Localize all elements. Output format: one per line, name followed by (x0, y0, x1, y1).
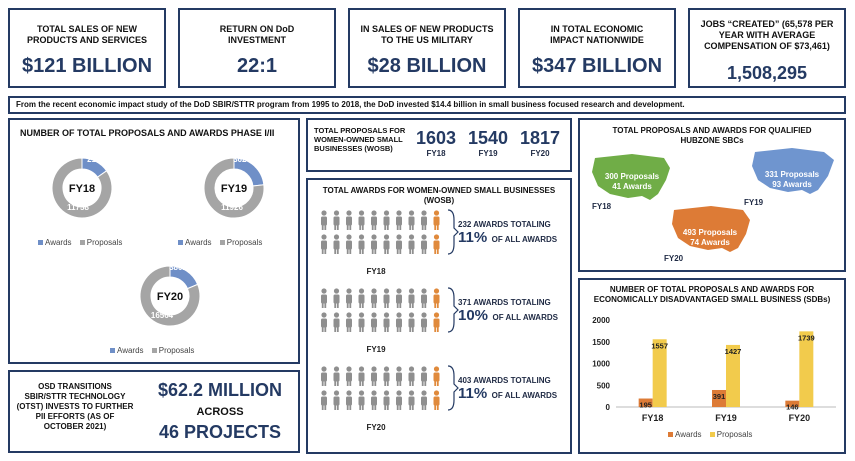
person-icon-leg (322, 224, 324, 230)
legend-swatch-proposals (152, 348, 157, 353)
person-icon-leg (334, 224, 336, 230)
person-icon (334, 210, 339, 215)
person-icon-leg (322, 380, 324, 386)
bar-value-label: 195 (639, 400, 652, 410)
person-icon (346, 390, 351, 395)
phase-panel (8, 118, 300, 364)
person-icon (371, 312, 376, 317)
legend-swatch-awards (668, 432, 673, 437)
legend-swatch-awards (38, 240, 43, 245)
hub-fy18-proposals: 300 Proposals (604, 172, 660, 181)
person-icon (334, 390, 339, 395)
wosb-fy20 (518, 128, 562, 158)
person-icon-leg (437, 380, 439, 386)
person-icon (421, 210, 426, 215)
person-icon-leg (399, 248, 401, 254)
person-icon (396, 366, 401, 371)
person-icon-leg (384, 404, 386, 410)
wosb-row-fy18-pct: 11% (458, 229, 488, 246)
person-icon-leg (359, 302, 361, 308)
person-icon-leg (387, 404, 389, 410)
person-icon-leg (412, 248, 414, 254)
donut-proposals-value: 11758 (67, 203, 89, 212)
donut-awards-value: 3802 (169, 263, 187, 272)
person-icon (359, 210, 364, 215)
y-tick-label: 1000 (592, 359, 610, 369)
person-icon-leg (437, 224, 439, 230)
person-icon (321, 312, 326, 317)
hub-fy20-label (674, 228, 746, 248)
wosb-row-fy19-pct: 10% (458, 307, 489, 324)
person-icon-leg (337, 380, 339, 386)
person-icon-leg (362, 248, 364, 254)
person-icon-leg (409, 326, 411, 332)
person-icon (409, 312, 414, 317)
person-icon-leg (384, 224, 386, 230)
person-icon-leg (387, 380, 389, 386)
person-icon-leg (397, 326, 399, 332)
person-icon-leg (434, 224, 436, 230)
sdb-panel (578, 278, 846, 454)
person-icon (384, 210, 389, 215)
person-icon-leg (384, 380, 386, 386)
person-icon-leg (409, 302, 411, 308)
person-icon-leg (359, 326, 361, 332)
person-icon (346, 234, 351, 239)
phase-panel-title: NUMBER OF TOTAL PROPOSALS AND AWARDS PHASE I/II (20, 128, 275, 138)
legend-swatch-awards (110, 348, 115, 353)
person-icon-leg (324, 404, 326, 410)
person-icon-leg (349, 380, 351, 386)
legend-swatch-proposals (220, 240, 225, 245)
person-icon-leg (347, 248, 349, 254)
person-icon (396, 234, 401, 239)
hub-fy18-year: FY18 (592, 202, 612, 211)
person-icon-leg (334, 248, 336, 254)
hub-fy20-awards: 74 Awards (690, 238, 730, 247)
person-icon-leg (387, 326, 389, 332)
wosb-row-fy19-pct-line (458, 307, 568, 325)
person-icon-leg (322, 404, 324, 410)
person-icon-leg (374, 302, 376, 308)
person-icon (396, 288, 401, 293)
wosb-row-fy19-of: OF ALL AWARDS (492, 313, 558, 322)
stat-card-military (348, 8, 506, 88)
person-icon-leg (337, 326, 339, 332)
person-icon (421, 312, 426, 317)
person-icon-leg (349, 248, 351, 254)
wosb-year-label: FY18 (366, 267, 386, 276)
legend-awards: Awards (117, 346, 144, 355)
person-icon (359, 366, 364, 371)
person-icon-leg (372, 404, 374, 410)
person-icon-leg (349, 224, 351, 230)
hub-fy18-awards: 41 Awards (612, 182, 652, 191)
person-icon-leg (424, 326, 426, 332)
person-icon-leg (349, 404, 351, 410)
hub-fy20-year: FY20 (664, 254, 684, 263)
person-icon-leg (397, 380, 399, 386)
donut-awards-value: 2124 (87, 155, 105, 164)
person-icon-leg (399, 224, 401, 230)
person-icon (346, 366, 351, 371)
brace-icon (448, 366, 458, 410)
legend-awards: Awards (185, 238, 212, 247)
otst-projects: 46 PROJECTS (158, 422, 282, 442)
person-icon (396, 210, 401, 215)
stat-label: IN SALES OF NEW PRODUCTS TO THE US MILITARY (360, 24, 494, 45)
brace-icon (448, 288, 458, 332)
stat-value: $28 BILLION (367, 55, 487, 77)
person-icon (384, 366, 389, 371)
person-icon-leg (372, 224, 374, 230)
donut-center-label: FY20 (156, 291, 184, 303)
legend-proposals: Proposals (226, 238, 263, 247)
stat-label: JOBS “CREATED” (65,578 PER YEAR WITH AVERAGE COMPENSATION OF $73,461) (700, 19, 834, 51)
banner-text: From the recent economic impact study of the DoD SBIR/STTR program from 1995 to 2018, the DoD invested $14.4 billion in small business focused research and development. (16, 100, 685, 109)
bar-value-label: 146 (786, 402, 799, 412)
person-icon (409, 366, 414, 371)
stat-label: IN TOTAL ECONOMIC IMPACT NATIONWIDE (550, 24, 644, 45)
person-icon (321, 366, 326, 371)
person-icon-leg (434, 302, 436, 308)
donut-legend-fy18 (38, 238, 122, 247)
otst-amount: $62.2 MILLION (157, 380, 283, 400)
person-icon-leg (412, 302, 414, 308)
person-icon-leg (422, 326, 424, 332)
wosb-row-fy18-text (458, 220, 568, 247)
person-icon-leg (362, 404, 364, 410)
person-icon-leg (372, 248, 374, 254)
person-icon-leg (359, 224, 361, 230)
person-icon-leg (334, 380, 336, 386)
wosb-fy19 (466, 128, 510, 158)
person-icon-leg (434, 326, 436, 332)
person-icon (434, 390, 439, 395)
wosb-row-fy19-text (458, 298, 568, 325)
hub-fy18-label (596, 172, 668, 192)
person-icon-leg (409, 404, 411, 410)
stat-label: TOTAL SALES OF NEW PRODUCTS AND SERVICES (26, 24, 148, 45)
wosb-proposals-label: TOTAL PROPOSALS FOR WOMEN-OWNED SMALL BUSINESSES (WOSB) (314, 126, 406, 153)
stat-value: 22:1 (236, 55, 278, 77)
person-icon-leg (324, 248, 326, 254)
person-icon (434, 234, 439, 239)
person-icon-leg (387, 248, 389, 254)
person-icon (434, 366, 439, 371)
person-icon-leg (374, 224, 376, 230)
wosb-row-fy20-text (458, 376, 568, 403)
person-icon (396, 312, 401, 317)
person-icon-leg (399, 404, 401, 410)
y-tick-label: 1500 (592, 337, 610, 347)
person-icon-leg (322, 248, 324, 254)
person-icon-leg (347, 404, 349, 410)
legend-swatch-proposals (80, 240, 85, 245)
x-tick-label: FY18 (641, 413, 664, 423)
wosb-row-fy20-count: 403 AWARDS TOTALING (458, 376, 551, 385)
person-icon-leg (424, 404, 426, 410)
legend-awards: Awards (675, 430, 702, 439)
person-icon-leg (422, 248, 424, 254)
wosb-row-fy19-count: 371 AWARDS TOTALING (458, 298, 551, 307)
x-tick-label: FY20 (788, 413, 811, 423)
wosb-awards-panel (306, 178, 572, 454)
stat-value: $347 BILLION (531, 55, 663, 77)
person-icon-leg (334, 326, 336, 332)
wosb-proposals-panel (306, 118, 572, 172)
stat-label: RETURN ON DoD INVESTMENT (219, 24, 295, 45)
person-icon-leg (347, 380, 349, 386)
person-icon (434, 288, 439, 293)
hub-fy19-label (756, 170, 828, 190)
person-icon (334, 366, 339, 371)
person-icon (434, 312, 439, 317)
donut-legend-fy19 (178, 238, 262, 247)
person-icon-leg (387, 224, 389, 230)
y-tick-label: 2000 (592, 316, 610, 325)
person-icon-leg (337, 404, 339, 410)
person-icon-leg (424, 380, 426, 386)
person-icon-leg (374, 326, 376, 332)
wosb-fy20-value: 1817 (519, 128, 561, 148)
person-icon-leg (362, 224, 364, 230)
person-icon (359, 312, 364, 317)
person-icon-leg (409, 248, 411, 254)
hub-fy19-year: FY19 (744, 198, 764, 207)
y-tick-label: 500 (596, 381, 610, 391)
stat-card-roi (178, 8, 336, 88)
person-icon (384, 312, 389, 317)
person-icon-leg (422, 302, 424, 308)
person-icon-leg (422, 380, 424, 386)
person-icon-leg (359, 380, 361, 386)
person-icon-leg (362, 326, 364, 332)
bar-value-label: 1557 (651, 341, 669, 351)
person-icon (334, 312, 339, 317)
person-icon (321, 234, 326, 239)
person-icon-leg (434, 404, 436, 410)
person-icon-leg (424, 224, 426, 230)
wosb-row-fy18-of: OF ALL AWARDS (491, 235, 558, 244)
legend-proposals: Proposals (86, 238, 123, 247)
person-icon-leg (399, 302, 401, 308)
hub-fy19-awards: 93 Awards (772, 180, 812, 189)
wosb-fy18 (414, 128, 458, 158)
person-icon (334, 234, 339, 239)
person-icon-leg (399, 380, 401, 386)
person-icon-leg (347, 302, 349, 308)
wosb-fy19-value: 1540 (467, 128, 509, 148)
person-icon-leg (422, 224, 424, 230)
y-tick-label: 0 (605, 403, 610, 412)
person-icon (371, 234, 376, 239)
person-icon-leg (372, 302, 374, 308)
person-icon (371, 210, 376, 215)
person-icon-leg (324, 224, 326, 230)
legend-swatch-proposals (710, 432, 715, 437)
person-icon-leg (359, 404, 361, 410)
wosb-year-label: FY19 (366, 345, 386, 354)
person-icon-leg (349, 302, 351, 308)
legend-proposals: Proposals (716, 430, 753, 439)
hub-fy19-proposals: 331 Proposals (764, 170, 820, 179)
person-icon-leg (359, 248, 361, 254)
stat-card-jobs (688, 8, 846, 88)
wosb-row-fy20-of: OF ALL AWARDS (491, 391, 558, 400)
person-icon (334, 288, 339, 293)
person-icon-leg (372, 380, 374, 386)
donut-center-label: FY19 (220, 183, 248, 195)
stat-value: 1,508,295 (726, 63, 808, 83)
person-icon (371, 288, 376, 293)
hubzone-title: TOTAL PROPOSALS AND AWARDS FOR QUALIFIED HUBZONE SBCs (612, 126, 812, 145)
person-icon-leg (322, 326, 324, 332)
person-icon (396, 390, 401, 395)
person-icon-leg (409, 224, 411, 230)
person-icon-leg (397, 302, 399, 308)
person-icon-leg (437, 326, 439, 332)
person-icon (421, 288, 426, 293)
person-icon (359, 288, 364, 293)
hubzone-panel (578, 118, 846, 272)
person-icon-leg (434, 248, 436, 254)
person-icon-leg (434, 380, 436, 386)
person-icon (421, 366, 426, 371)
bar-proposals-fy20 (799, 331, 813, 407)
person-icon (346, 210, 351, 215)
donut-awards-value: 3620 (233, 155, 251, 164)
person-icon (409, 210, 414, 215)
wosb-row-fy20-pct: 11% (458, 385, 488, 402)
person-icon-leg (412, 404, 414, 410)
person-icon-leg (422, 404, 424, 410)
person-icon-leg (437, 404, 439, 410)
sdb-bar-chart (580, 280, 844, 452)
otst-label: OSD TRANSITIONS SBIR/STTR TECHNOLOGY (OTST) INVESTS TO FURTHER PII EFFORTS (AS OF OCTOBER 2021) (16, 382, 134, 431)
person-icon (421, 234, 426, 239)
banner (8, 96, 846, 114)
legend-proposals: Proposals (158, 346, 195, 355)
person-icon-leg (384, 248, 386, 254)
wosb-row-fy18-pct-line (458, 229, 568, 247)
person-icon (321, 390, 326, 395)
person-icon-leg (374, 248, 376, 254)
person-icon-leg (424, 248, 426, 254)
person-icon-leg (397, 404, 399, 410)
person-icon-leg (337, 302, 339, 308)
person-icon-leg (324, 326, 326, 332)
person-icon (321, 288, 326, 293)
x-tick-label: FY19 (715, 413, 737, 423)
otst-across: ACROSS (196, 406, 244, 418)
person-icon-leg (397, 248, 399, 254)
person-icon (346, 288, 351, 293)
person-icon-leg (337, 224, 339, 230)
person-icon-leg (372, 326, 374, 332)
person-icon-leg (412, 380, 414, 386)
person-icon-leg (399, 326, 401, 332)
legend-swatch-awards (178, 240, 183, 245)
legend-awards: Awards (45, 238, 72, 247)
stat-card-sales (8, 8, 166, 88)
person-icon-leg (412, 326, 414, 332)
wosb-awards-title: TOTAL AWARDS FOR WOMEN-OWNED SMALL BUSINESSES (WOSB) (322, 186, 556, 205)
person-icon-leg (437, 302, 439, 308)
person-icon-leg (347, 224, 349, 230)
donut-proposals-value: 16564 (150, 311, 174, 320)
wosb-fy18-value: 1603 (415, 128, 457, 148)
stat-value: $121 BILLION (21, 55, 153, 77)
wosb-row-fy18-count: 232 AWARDS TOTALING (458, 220, 551, 229)
person-icon (346, 312, 351, 317)
wosb-year-label: FY20 (366, 423, 386, 432)
person-icon-leg (334, 302, 336, 308)
sdb-title: NUMBER OF TOTAL PROPOSALS AND AWARDS FOR ECONOMICALLY DISADVANTAGED SMALL BUSINESS (SDBs) (593, 285, 831, 304)
person-icon (409, 390, 414, 395)
person-icon-leg (362, 380, 364, 386)
person-icon-leg (322, 302, 324, 308)
person-icon (371, 390, 376, 395)
person-icon (321, 210, 326, 215)
person-icon-leg (374, 380, 376, 386)
person-icon-leg (374, 404, 376, 410)
wosb-fy20-year: FY20 (530, 149, 550, 158)
bar-value-label: 391 (712, 391, 726, 401)
person-icon (371, 366, 376, 371)
person-icon-leg (324, 302, 326, 308)
person-icon (384, 288, 389, 293)
person-icon (359, 390, 364, 395)
person-icon-leg (347, 326, 349, 332)
hub-fy20-proposals: 493 Proposals (682, 228, 738, 237)
person-icon-leg (384, 326, 386, 332)
person-icon (434, 210, 439, 215)
bar-value-label: 1739 (797, 333, 815, 343)
donut-center-label: FY18 (68, 183, 96, 195)
donut-proposals-value: 11926 (221, 203, 243, 212)
wosb-fy19-year: FY19 (478, 149, 498, 158)
person-icon-leg (324, 380, 326, 386)
person-icon (421, 390, 426, 395)
person-icon-leg (384, 302, 386, 308)
brace-icon (448, 210, 458, 254)
person-icon-leg (397, 224, 399, 230)
person-icon (359, 234, 364, 239)
person-icon-leg (424, 302, 426, 308)
otst-panel (8, 370, 300, 453)
sdb-legend (668, 430, 752, 439)
stat-card-impact (518, 8, 676, 88)
person-icon-leg (437, 248, 439, 254)
wosb-fy18-year: FY18 (426, 149, 446, 158)
wosb-row-fy20-pct-line (458, 385, 568, 403)
person-icon (409, 234, 414, 239)
donut-legend-fy20 (110, 346, 194, 355)
person-icon (384, 390, 389, 395)
person-icon (409, 288, 414, 293)
person-icon-leg (412, 224, 414, 230)
person-icon-leg (349, 326, 351, 332)
person-icon-leg (409, 380, 411, 386)
person-icon-leg (387, 302, 389, 308)
person-icon (384, 234, 389, 239)
bar-value-label: 1427 (724, 346, 742, 356)
person-icon-leg (337, 248, 339, 254)
person-icon-leg (362, 302, 364, 308)
person-icon-leg (334, 404, 336, 410)
